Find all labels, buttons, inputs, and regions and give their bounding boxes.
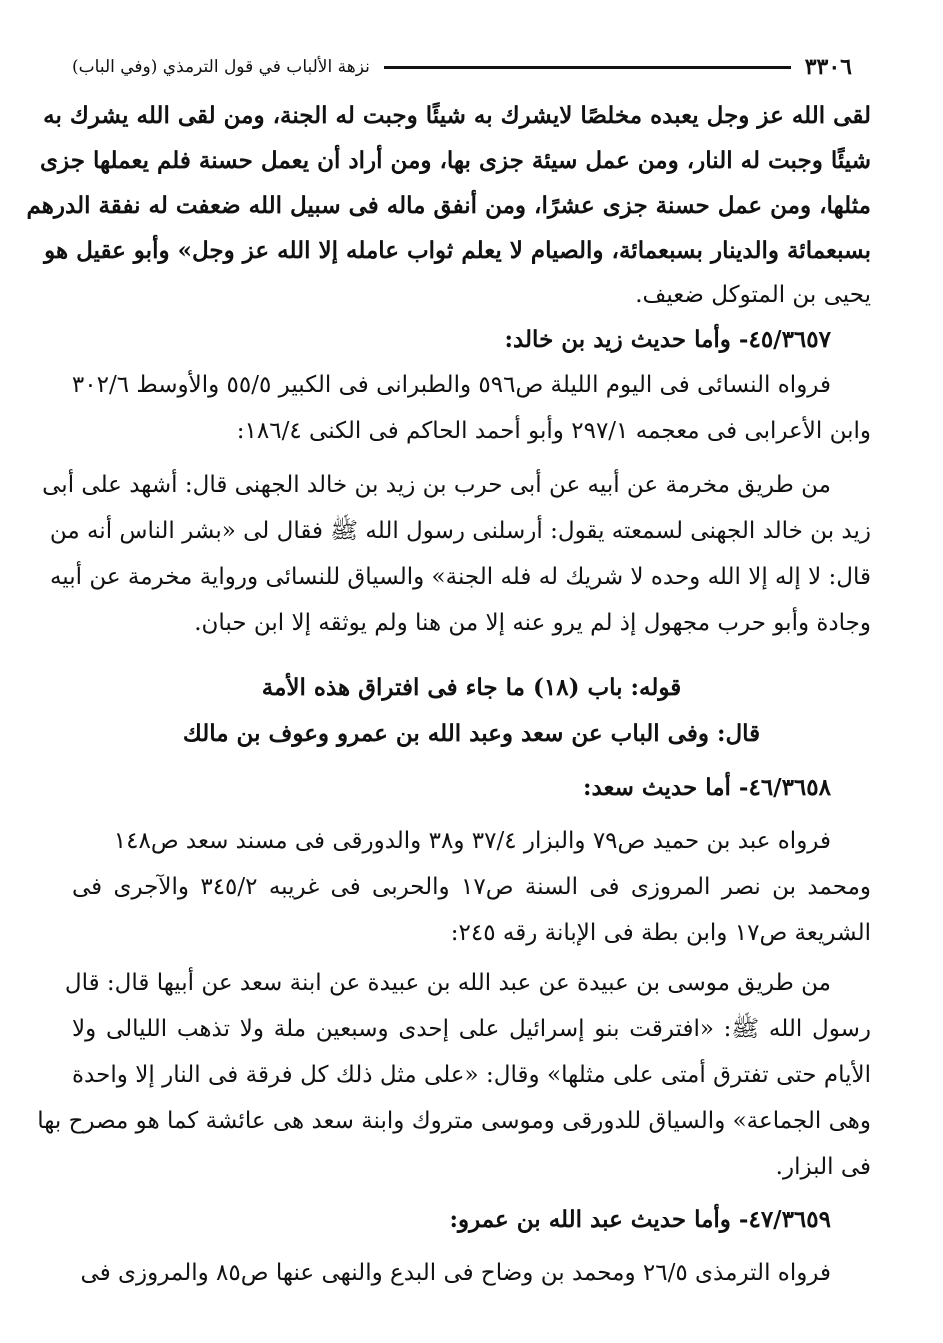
text-line: فرواه عبد بن حميد ص٧٩ والبزار ٣٧/٤ و٣٨ والدورقى فى مسند سعد ص١٤٨ bbox=[113, 828, 831, 854]
text-line: ٤٧/٣٦٥٩- وأما حديث عبد الله بن عمرو: bbox=[449, 1206, 831, 1233]
text-line: ٤٥/٣٦٥٧- وأما حديث زيد بن خالد: bbox=[504, 326, 831, 353]
text-line: وابن الأعرابى فى معجمه ٢٩٧/١ وأبو أحمد الحاكم فى الكنى ١٨٦/٤: bbox=[236, 418, 871, 444]
text-line: رسول الله ﷺ: «افترقت بنو إسرائيل على إحدى وسبعين ملة ولا تذهب الليالى ولا bbox=[72, 1016, 871, 1042]
text-line: وجادة وأبو حرب مجهول إذ لم يرو عنه إلا من هنا ولم يوثقه إلا ابن حبان. bbox=[194, 610, 871, 636]
text-line: قال: لا إله إلا الله وحده لا شريك له فله الجنة» والسياق للنسائى ورواية مخرمة عن أبيه bbox=[49, 564, 871, 590]
page-header bbox=[72, 50, 852, 84]
text-line: الأيام حتى تفترق أمتى على مثلها» وقال: «على مثل ذلك كل فرقة فى النار إلا واحدة bbox=[72, 1062, 871, 1088]
text-line: من طريق موسى بن عبيدة عن عبد الله بن عبيدة عن ابنة سعد عن أبيها قال: قال bbox=[64, 970, 831, 996]
text-line: فرواه الترمذى ٢٦/٥ ومحمد بن وضاح فى البدع والنهى عنها ص٨٥ والمروزى فى bbox=[80, 1260, 831, 1286]
text-line: مثلها، ومن عمل حسنة جزى عشرًا، ومن أنفق ماله فى سبيل الله ضعفت له نفقة الدرهم bbox=[26, 192, 871, 219]
page-number: ٣٣٠٦ bbox=[804, 54, 852, 80]
running-title: نزهة الألباب في قول الترمذي (وفي الباب) bbox=[72, 57, 370, 77]
text-line: قال: وفى الباب عن سعد وعبد الله بن عمرو وعوف بن مالك bbox=[182, 720, 761, 747]
text-line: الشريعة ص١٧ وابن بطة فى الإبانة رقه ٢٤٥: bbox=[450, 920, 871, 946]
text-line: فى البزار. bbox=[775, 1154, 871, 1180]
text-line: زيد بن خالد الجهنى لسمعته يقول: أرسلنى رسول الله ﷺ فقال لى «بشر الناس أنه من bbox=[49, 518, 871, 544]
text-line: قوله: باب (١٨) ما جاء فى افتراق هذه الأمة bbox=[261, 674, 682, 701]
text-line: فرواه النسائى فى اليوم الليلة ص٥٩٦ والطبرانى فى الكبير ٥٥/٥ والأوسط ٣٠٢/٦ bbox=[71, 372, 831, 398]
text-line: يحيى بن المتوكل ضعيف. bbox=[635, 282, 871, 308]
text-line: لقى الله عز وجل يعبده مخلصًا لايشرك به شيئًا وجبت له الجنة، ومن لقى الله يشرك به bbox=[43, 102, 871, 129]
header-rule bbox=[384, 66, 791, 69]
text-line: بسبعمائة والدينار بسبعمائة، والصيام لا يعلم ثواب عامله إلا الله عز وجل» وأبو عقيل هو bbox=[44, 237, 871, 264]
text-line: ومحمد بن نصر المروزى فى السنة ص١٧ والحربى فى غريبه ٣٤٥/٢ والآجرى فى bbox=[72, 874, 871, 900]
text-line: من طريق مخرمة عن أبيه عن أبى حرب بن زيد بن خالد الجهنى قال: أشهد على أبى bbox=[42, 472, 831, 498]
text-line: شيئًا وجبت له النار، ومن عمل سيئة جزى بها، ومن أراد أن يعمل حسنة فلم يعملها جزى bbox=[40, 147, 871, 174]
text-line: وهى الجماعة» والسياق للدورقى وموسى متروك وابنة سعد هى عائشة كما هو مصرح بها bbox=[37, 1108, 871, 1134]
text-line: ٤٦/٣٦٥٨- أما حديث سعد: bbox=[582, 774, 831, 801]
